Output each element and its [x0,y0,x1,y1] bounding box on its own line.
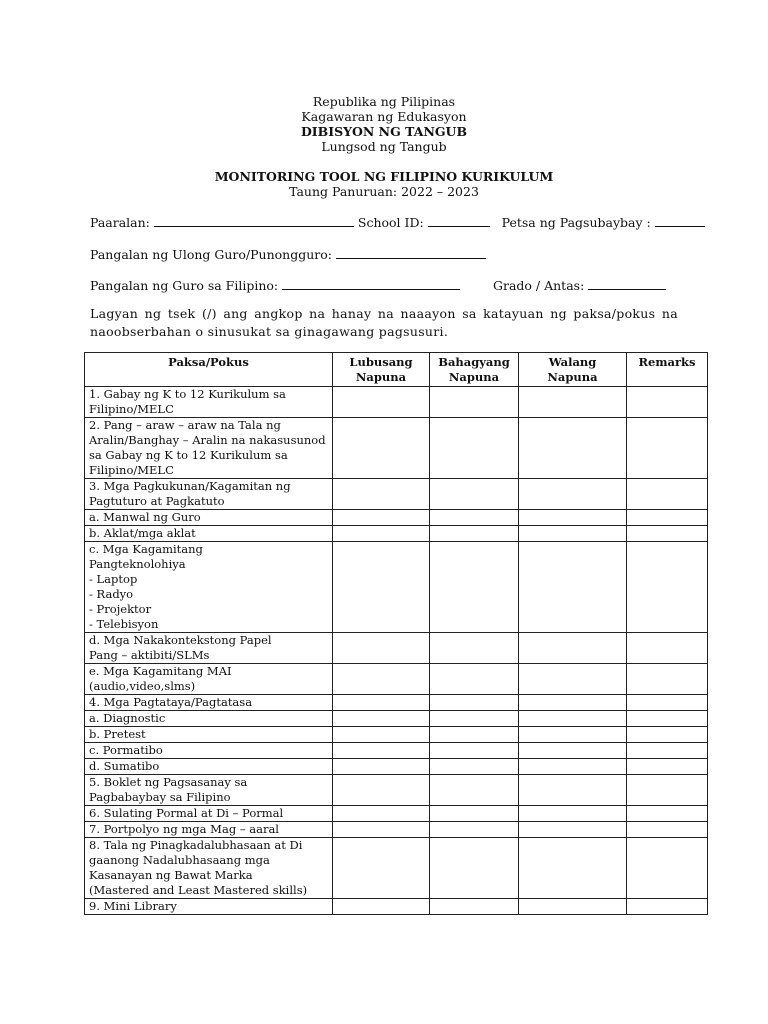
walang-cell[interactable] [519,387,627,418]
bahagyang-cell[interactable] [430,822,519,838]
table-row [85,633,708,664]
lubusang-cell[interactable] [333,806,430,822]
remarks-cell[interactable] [627,542,708,633]
remarks-cell[interactable] [627,727,708,743]
school-id-blank[interactable] [428,215,490,227]
header-lubusang: Lubusang Napuna [333,353,430,387]
remarks-cell[interactable] [627,899,708,915]
header-division: DIBISYON NG TANGUB [300,124,468,139]
table-row [85,664,708,695]
school-id-label: School ID: [357,215,424,230]
lubusang-cell[interactable] [333,479,430,510]
bahagyang-cell[interactable] [430,418,519,479]
ulong-guro-label: Pangalan ng Ulong Guro/Punongguro: [90,247,332,262]
bahagyang-cell[interactable] [430,633,519,664]
walang-cell[interactable] [519,510,627,526]
bahagyang-cell[interactable] [430,695,519,711]
lubusang-cell[interactable] [333,510,430,526]
remarks-cell[interactable] [627,822,708,838]
table-row [85,479,708,510]
walang-cell[interactable] [519,743,627,759]
remarks-cell[interactable] [627,664,708,695]
remarks-cell[interactable] [627,387,708,418]
table-row [85,775,708,806]
grado-blank[interactable] [588,278,666,290]
bahagyang-cell[interactable] [430,711,519,727]
walang-cell[interactable] [519,759,627,775]
remarks-cell[interactable] [627,711,708,727]
bahagyang-cell[interactable] [430,542,519,633]
lubusang-cell[interactable] [333,759,430,775]
table-row [85,899,708,915]
grado-label: Grado / Antas: [493,278,585,293]
paksa-cell: 7. Portpolyo ng mga Mag – aaral [85,822,333,838]
bahagyang-cell[interactable] [430,838,519,899]
bahagyang-cell[interactable] [430,806,519,822]
table-row [85,418,708,479]
bahagyang-cell[interactable] [430,526,519,542]
bahagyang-cell[interactable] [430,479,519,510]
school-year: Taung Panuruan: 2022 – 2023 [289,184,479,199]
grado-line [493,278,666,293]
instructions: Lagyan ng tsek (/) ang angkop na hanay na naaayon sa katayuan ng paksa/pokus na naoobserbahan o sinusukat sa ginagawang pagsusuri. [90,306,678,339]
guro-blank[interactable] [282,278,460,290]
remarks-cell[interactable] [627,510,708,526]
bahagyang-cell[interactable] [430,664,519,695]
header-republika: Republika ng Pilipinas [312,94,456,109]
bahagyang-cell[interactable] [430,759,519,775]
paksa-cell: 4. Mga Pagtataya/Pagtatasa [85,695,333,711]
lubusang-cell[interactable] [333,526,430,542]
header-paksa: Paksa/Pokus [85,353,333,387]
paksa-cell: a. Manwal ng Guro [85,510,333,526]
remarks-cell[interactable] [627,743,708,759]
table-row [85,526,708,542]
table-row [85,711,708,727]
remarks-cell[interactable] [627,806,708,822]
header-remarks: Remarks [627,353,708,387]
lubusang-cell[interactable] [333,899,430,915]
table-row [85,387,708,418]
lubusang-cell[interactable] [333,743,430,759]
paksa-cell: b. Aklat/mga aklat [85,526,333,542]
table-row [85,695,708,711]
walang-cell[interactable] [519,822,627,838]
paksa-cell: 1. Gabay ng K to 12 Kurikulum sa Filipino/MELC [85,387,333,418]
remarks-cell[interactable] [627,479,708,510]
remarks-cell[interactable] [627,633,708,664]
walang-cell[interactable] [519,838,627,899]
paksa-cell: 6. Sulating Pormal at Di – Pormal [85,806,333,822]
bahagyang-cell[interactable] [430,727,519,743]
remarks-cell[interactable] [627,526,708,542]
bahagyang-cell[interactable] [430,510,519,526]
lubusang-cell[interactable] [333,711,430,727]
paksa-cell: b. Pretest [85,727,333,743]
walang-cell[interactable] [519,899,627,915]
petsa-blank[interactable] [655,215,705,227]
table-row [85,510,708,526]
table-row [85,822,708,838]
lubusang-cell[interactable] [333,822,430,838]
paksa-cell: 2. Pang – araw – araw na Tala ng Aralin/Banghay – Aralin na nakasusunod sa Gabay ng K to 12 Kurikulum sa Filipino/MELC [85,418,333,479]
paksa-cell: 3. Mga Pagkukunan/Kagamitan ng Pagtuturo at Pagkatuto [85,479,333,510]
walang-cell[interactable] [519,479,627,510]
walang-cell[interactable] [519,542,627,633]
bahagyang-cell[interactable] [430,899,519,915]
walang-cell[interactable] [519,664,627,695]
table-body [85,387,708,915]
remarks-cell[interactable] [627,418,708,479]
paksa-cell: d. Mga Nakakontekstong Papel Pang – aktibiti/SLMs [85,633,333,664]
table-header-row [85,353,708,387]
bahagyang-cell[interactable] [430,387,519,418]
lubusang-cell[interactable] [333,664,430,695]
table-row [85,727,708,743]
document-title: MONITORING TOOL NG FILIPINO KURIKULUM [214,169,554,184]
petsa-label: Petsa ng Pagsubaybay : [501,215,651,230]
monitoring-table [84,352,708,915]
guro-line [90,278,460,293]
lubusang-cell[interactable] [333,838,430,899]
walang-cell[interactable] [519,775,627,806]
walang-cell[interactable] [519,418,627,479]
walang-cell[interactable] [519,695,627,711]
lubusang-cell[interactable] [333,727,430,743]
lubusang-cell[interactable] [333,542,430,633]
lubusang-cell[interactable] [333,775,430,806]
lubusang-cell[interactable] [333,695,430,711]
table-row [85,542,708,633]
paksa-cell: c. Pormatibo [85,743,333,759]
remarks-cell[interactable] [627,759,708,775]
lubusang-cell[interactable] [333,418,430,479]
paaralan-line [90,215,705,230]
bahagyang-cell[interactable] [430,743,519,759]
header-bahagyang: Bahagyang Napuna [430,353,519,387]
remarks-cell[interactable] [627,838,708,899]
paaralan-label: Paaralan: [90,215,150,230]
table-row [85,759,708,775]
paksa-cell: 9. Mini Library [85,899,333,915]
remarks-cell[interactable] [627,775,708,806]
walang-cell[interactable] [519,806,627,822]
walang-cell[interactable] [519,711,627,727]
lubusang-cell[interactable] [333,387,430,418]
table-row [85,806,708,822]
ulong-guro-blank[interactable] [336,247,486,259]
paksa-cell: 5. Boklet ng Pagsasanay sa Pagbabaybay sa Filipino [85,775,333,806]
paaralan-blank[interactable] [154,215,354,227]
table-row [85,743,708,759]
header-city: Lungsod ng Tangub [321,139,447,154]
paksa-cell: a. Diagnostic [85,711,333,727]
paksa-cell: 8. Tala ng Pinagkadalubhasaan at Di gaanong Nadalubhasaang mga Kasanayan ng Bawat Marka (Mastered and Least Mastered skills) [85,838,333,899]
header-walang: Walang Napuna [519,353,627,387]
lubusang-cell[interactable] [333,633,430,664]
paksa-cell: e. Mga Kagamitang MAI (audio,video,slms) [85,664,333,695]
remarks-cell[interactable] [627,695,708,711]
table-row [85,838,708,899]
ulong-guro-line [90,247,486,262]
bahagyang-cell[interactable] [430,775,519,806]
paksa-cell: d. Sumatibo [85,759,333,775]
header-kagawaran: Kagawaran ng Edukasyon [301,109,467,124]
walang-cell[interactable] [519,727,627,743]
guro-label: Pangalan ng Guro sa Filipino: [90,278,279,293]
walang-cell[interactable] [519,633,627,664]
paksa-cell: c. Mga Kagamitang Pangteknolohiya - Laptop - Radyo - Projektor - Telebisyon [85,542,333,633]
walang-cell[interactable] [519,526,627,542]
